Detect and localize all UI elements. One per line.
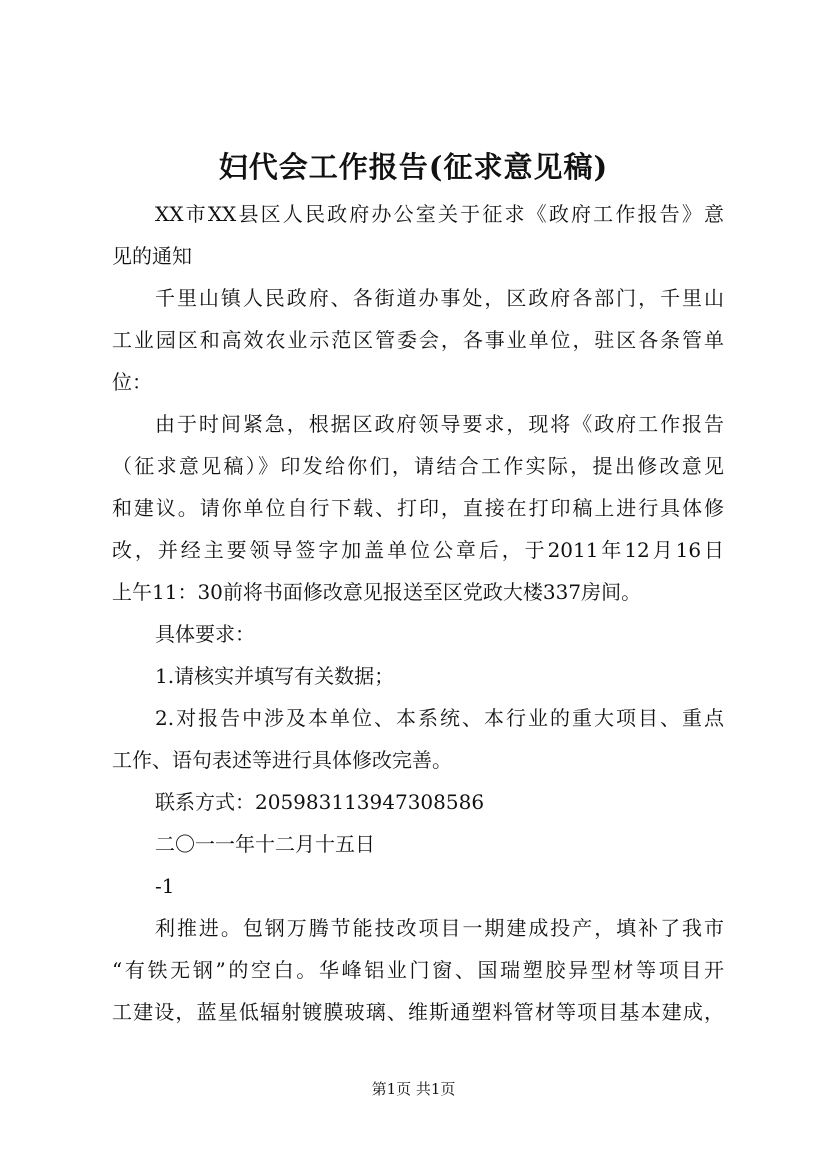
paragraph-line: 利推进。包钢万腾节能技改项目一期建成投产，填补了我市 [155,916,724,940]
paragraph-line: 位： [112,370,152,394]
paragraph-line: 由于时间紧急，根据区政府领导要求，现将《政府工作报告 [155,412,724,436]
paragraph-line: 2.对报告中涉及本单位、本系统、本行业的重大项目、重点 [155,706,724,730]
paragraph-line: 具体要求： [155,622,255,646]
paragraph-line: 上午11：30前将书面修改意见报送至区党政大楼337房间。 [112,580,642,604]
paragraph-line: 见的通知 [112,244,192,268]
paragraph-line: -1 [155,874,175,898]
paragraph-line: “有铁无钢”的空白。华峰铝业门窗、国瑞塑胶异型材等项目开 [112,958,724,982]
paragraph-line: （征求意见稿）》印发给你们，请结合工作实际，提出修改意见 [112,454,724,478]
paragraph-line: XX市XX县区人民政府办公室关于征求《政府工作报告》意 [155,202,724,226]
paragraph-line: 改，并经主要领导签字加盖单位公章后，于2011年12月16日 [112,538,724,562]
paragraph-line: 工建设，蓝星低辐射镀膜玻璃、维斯通塑料管材等项目基本建成， [112,1000,724,1024]
page-number-footer: 第1页 共1页 [371,1080,456,1098]
document-title: 妇代会工作报告(征求意见稿) [218,150,609,184]
paragraph-line: 千里山镇人民政府、各街道办事处，区政府各部门，千里山 [155,286,724,310]
paragraph-line: 二〇一一年十二月十五日 [155,832,375,856]
paragraph-line: 联系方式：205983113947308586 [155,790,485,814]
paragraph-line: 1.请核实并填写有关数据； [155,664,395,688]
paragraph-line: 和建议。请你单位自行下载、打印，直接在打印稿上进行具体修 [112,496,724,520]
paragraph-line: 工业园区和高效农业示范区管委会，各事业单位，驻区各条管单 [112,328,724,352]
paragraph-line: 工作、语句表述等进行具体修改完善。 [112,748,452,772]
